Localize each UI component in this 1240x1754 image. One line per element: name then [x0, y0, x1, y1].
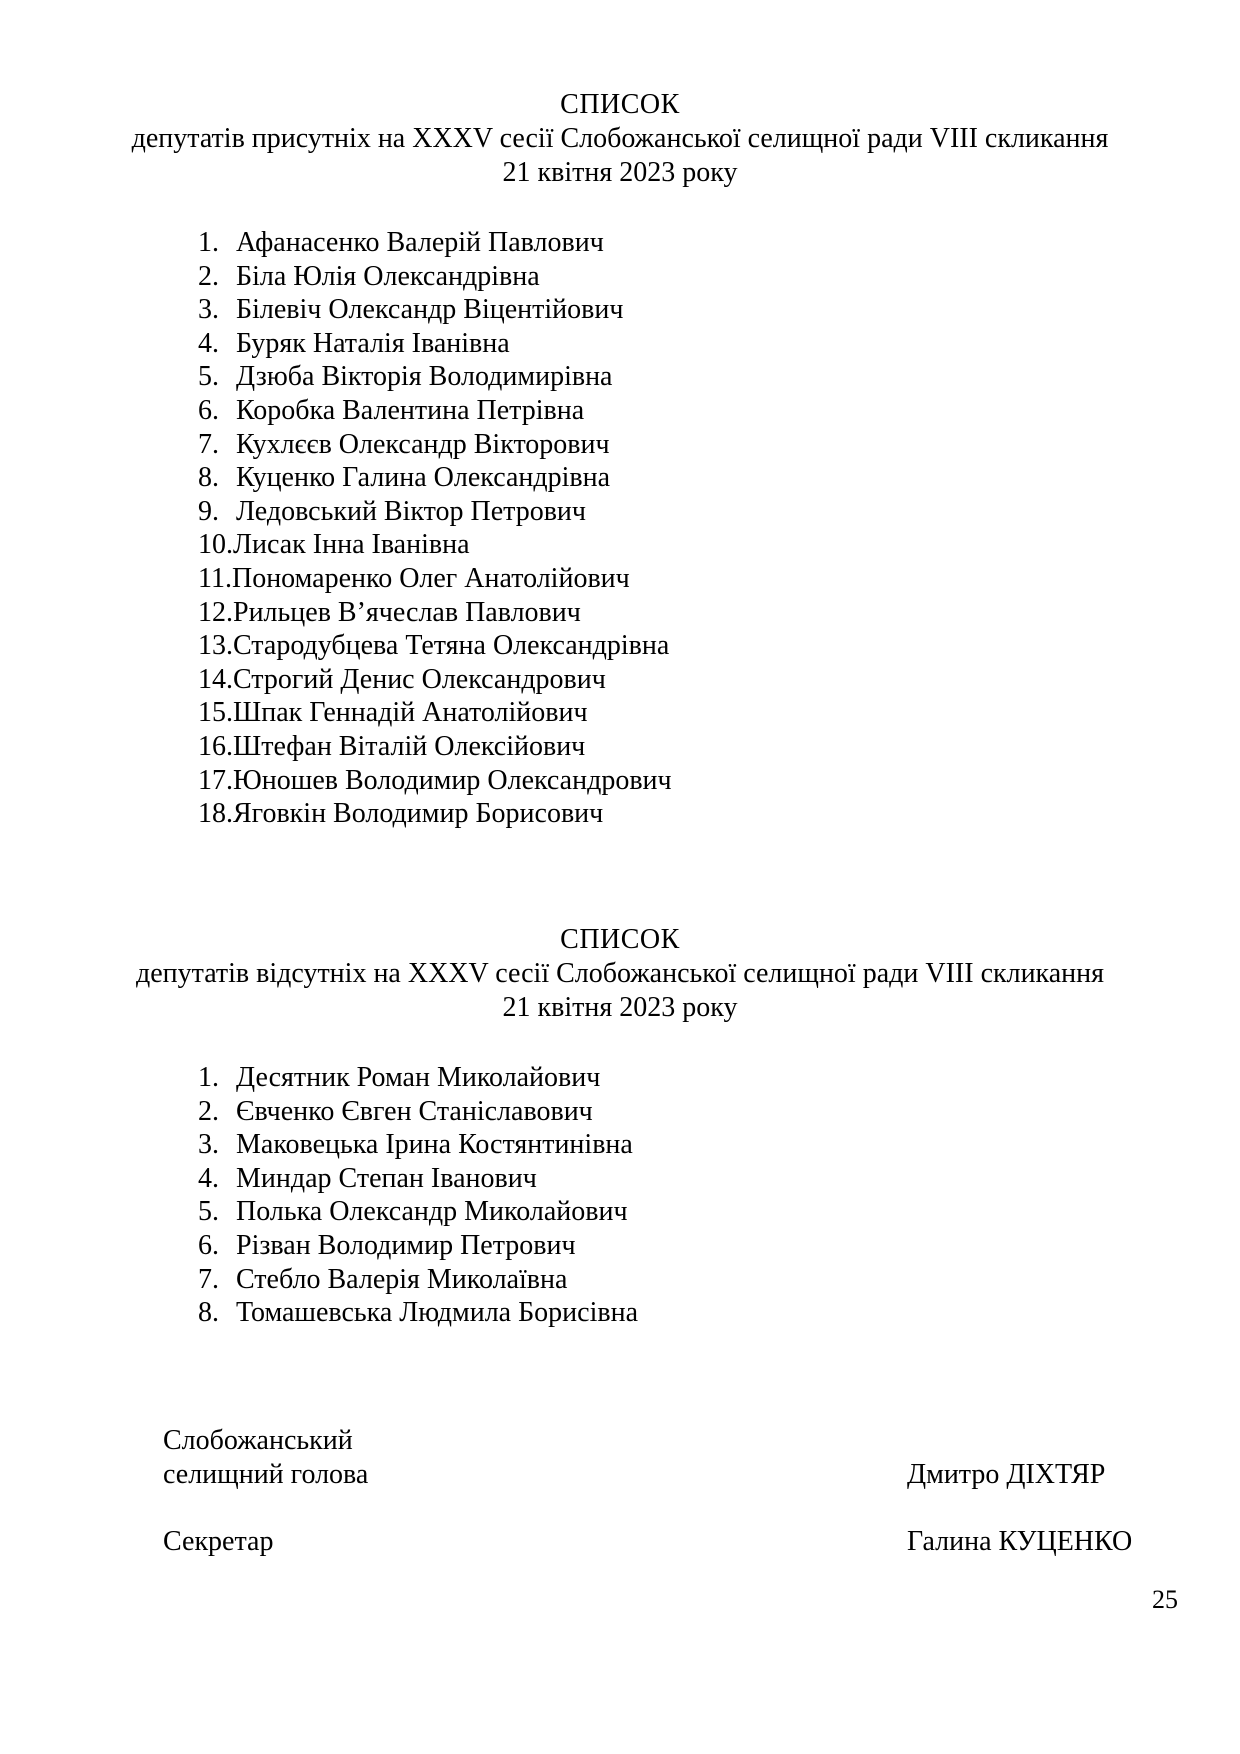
list-item	[198, 1195, 638, 1229]
list-item-number: 3.	[198, 294, 219, 326]
list-item-number: 14.	[198, 663, 233, 695]
list-item-number: 8.	[198, 1297, 219, 1329]
page-number: 25	[1152, 1585, 1178, 1614]
list-item	[198, 730, 672, 764]
list-item	[198, 461, 672, 495]
secretary-name: Галина КУЦЕНКО	[907, 1526, 1133, 1557]
list-item-number: 17.	[198, 764, 233, 796]
list-item	[198, 797, 672, 831]
list-item-number: 8.	[198, 462, 219, 494]
list-item-number: 10.	[198, 529, 233, 561]
list-item	[198, 1128, 638, 1162]
list-item	[198, 663, 672, 697]
list-item	[198, 1263, 638, 1297]
list-item-number: 13.	[198, 630, 233, 662]
list-item	[198, 293, 672, 327]
list-item	[198, 1229, 638, 1263]
head-position-line1: Слобожанський	[163, 1425, 353, 1456]
list-item-name: Дзюба Вікторія Володимирівна	[236, 361, 613, 393]
list-item-number: 5.	[198, 1196, 219, 1228]
list-item-name: Коробка Валентина Петрівна	[236, 394, 585, 426]
list-item	[198, 394, 672, 428]
present-list-date: 21 квітня 2023 року	[502, 157, 738, 188]
list-item-name: Пономаренко Олег Анатолійович	[231, 562, 630, 594]
list-item-number: 16.	[198, 730, 233, 762]
list-item-number: 2.	[198, 1095, 219, 1127]
list-item-name: Полька Олександр Миколайович	[236, 1196, 628, 1228]
list-item-name: Білевіч Олександр Віцентійович	[236, 294, 624, 326]
head-name: Дмитро ДІХТЯР	[907, 1459, 1106, 1490]
list-item	[198, 360, 672, 394]
list-item-name: Євченко Євген Станіславович	[236, 1095, 593, 1127]
list-item-name: Десятник Роман Миколайович	[236, 1062, 601, 1093]
list-item	[198, 226, 672, 260]
present-list-title: СПИСОК	[560, 89, 680, 120]
list-item-number: 7.	[198, 1263, 219, 1295]
list-item	[198, 327, 672, 361]
list-item-name: Лисак Інна Іванівна	[233, 529, 470, 561]
list-item-name: Шпак Геннадій Анатолійович	[233, 697, 588, 729]
list-item-name: Маковецька Ірина Костянтинівна	[236, 1129, 633, 1161]
list-item-name: Юношев Володимир Олександрович	[233, 764, 672, 796]
list-item	[198, 596, 672, 630]
list-item-number: 1.	[198, 1062, 219, 1093]
list-item-number: 15.	[198, 697, 233, 729]
list-item-number: 4.	[198, 1162, 219, 1194]
list-item	[198, 696, 672, 730]
list-item	[198, 764, 672, 798]
head-position-line2: селищний голова	[163, 1459, 369, 1490]
list-item-number: 6.	[198, 1229, 219, 1261]
list-item	[198, 1162, 638, 1196]
list-item	[198, 1061, 638, 1095]
present-deputies-section	[0, 88, 1240, 830]
absent-deputies-list	[198, 1061, 638, 1330]
list-item-name: Ледовський Віктор Петрович	[236, 495, 586, 527]
list-item-number: 18.	[198, 798, 233, 830]
absent-list-date: 21 квітня 2023 року	[502, 992, 738, 1023]
list-item-name: Кухлєєв Олександр Вікторович	[236, 428, 610, 460]
list-item-number: 12.	[198, 596, 233, 628]
list-item-name: Афанасенко Валерій Павлович	[236, 227, 604, 258]
list-item-name: Яговкін Володимир Борисович	[233, 798, 604, 830]
list-item	[198, 428, 672, 462]
list-item	[198, 1095, 638, 1129]
list-item	[198, 1296, 638, 1330]
secretary-position: Секретар	[163, 1526, 274, 1557]
list-item-name: Строгий Денис Олександрович	[233, 663, 606, 695]
list-item-number: 1.	[198, 227, 219, 258]
list-item-name: Штефан Віталій Олексійович	[233, 730, 586, 762]
list-item	[198, 260, 672, 294]
list-item-number: 7.	[198, 428, 219, 460]
list-item-number: 9.	[198, 495, 219, 527]
list-item-name: Куценко Галина Олександрівна	[236, 462, 611, 494]
present-list-subtitle: депутатів присутніх на XXXV сесії Слобожанської селищної ради VIII скликання	[131, 123, 1109, 154]
list-item	[198, 528, 672, 562]
list-item-name: Стебло Валерія Миколаївна	[236, 1263, 568, 1295]
absent-list-title: СПИСОК	[560, 924, 680, 955]
list-item-name: Біла Юлія Олександрівна	[236, 260, 540, 292]
present-deputies-list	[198, 226, 672, 831]
list-item-name: Томашевська Людмила Борисівна	[236, 1297, 639, 1329]
list-item-name: Миндар Степан Іванович	[236, 1162, 537, 1194]
absent-list-subtitle: депутатів відсутніх на XXXV сесії Слобожанської селищної ради VIII скликання	[135, 958, 1105, 989]
list-item-name: Стародубцева Тетяна Олександрівна	[233, 630, 670, 662]
list-item-name: Буряк Наталія Іванівна	[236, 327, 510, 359]
list-item-name: Різван Володимир Петрович	[236, 1229, 576, 1261]
list-item-number: 2.	[198, 260, 219, 292]
list-item	[198, 562, 672, 596]
list-item-name: Рильцев В’ячеслав Павлович	[233, 596, 581, 628]
list-item-number: 5.	[198, 361, 219, 393]
list-item	[198, 629, 672, 663]
list-item	[198, 495, 672, 529]
list-item-number: 4.	[198, 327, 219, 359]
list-item-number: 6.	[198, 394, 219, 426]
list-item-number: 11.	[198, 562, 232, 594]
list-item-number: 3.	[198, 1129, 219, 1161]
absent-deputies-section	[0, 923, 1240, 1329]
